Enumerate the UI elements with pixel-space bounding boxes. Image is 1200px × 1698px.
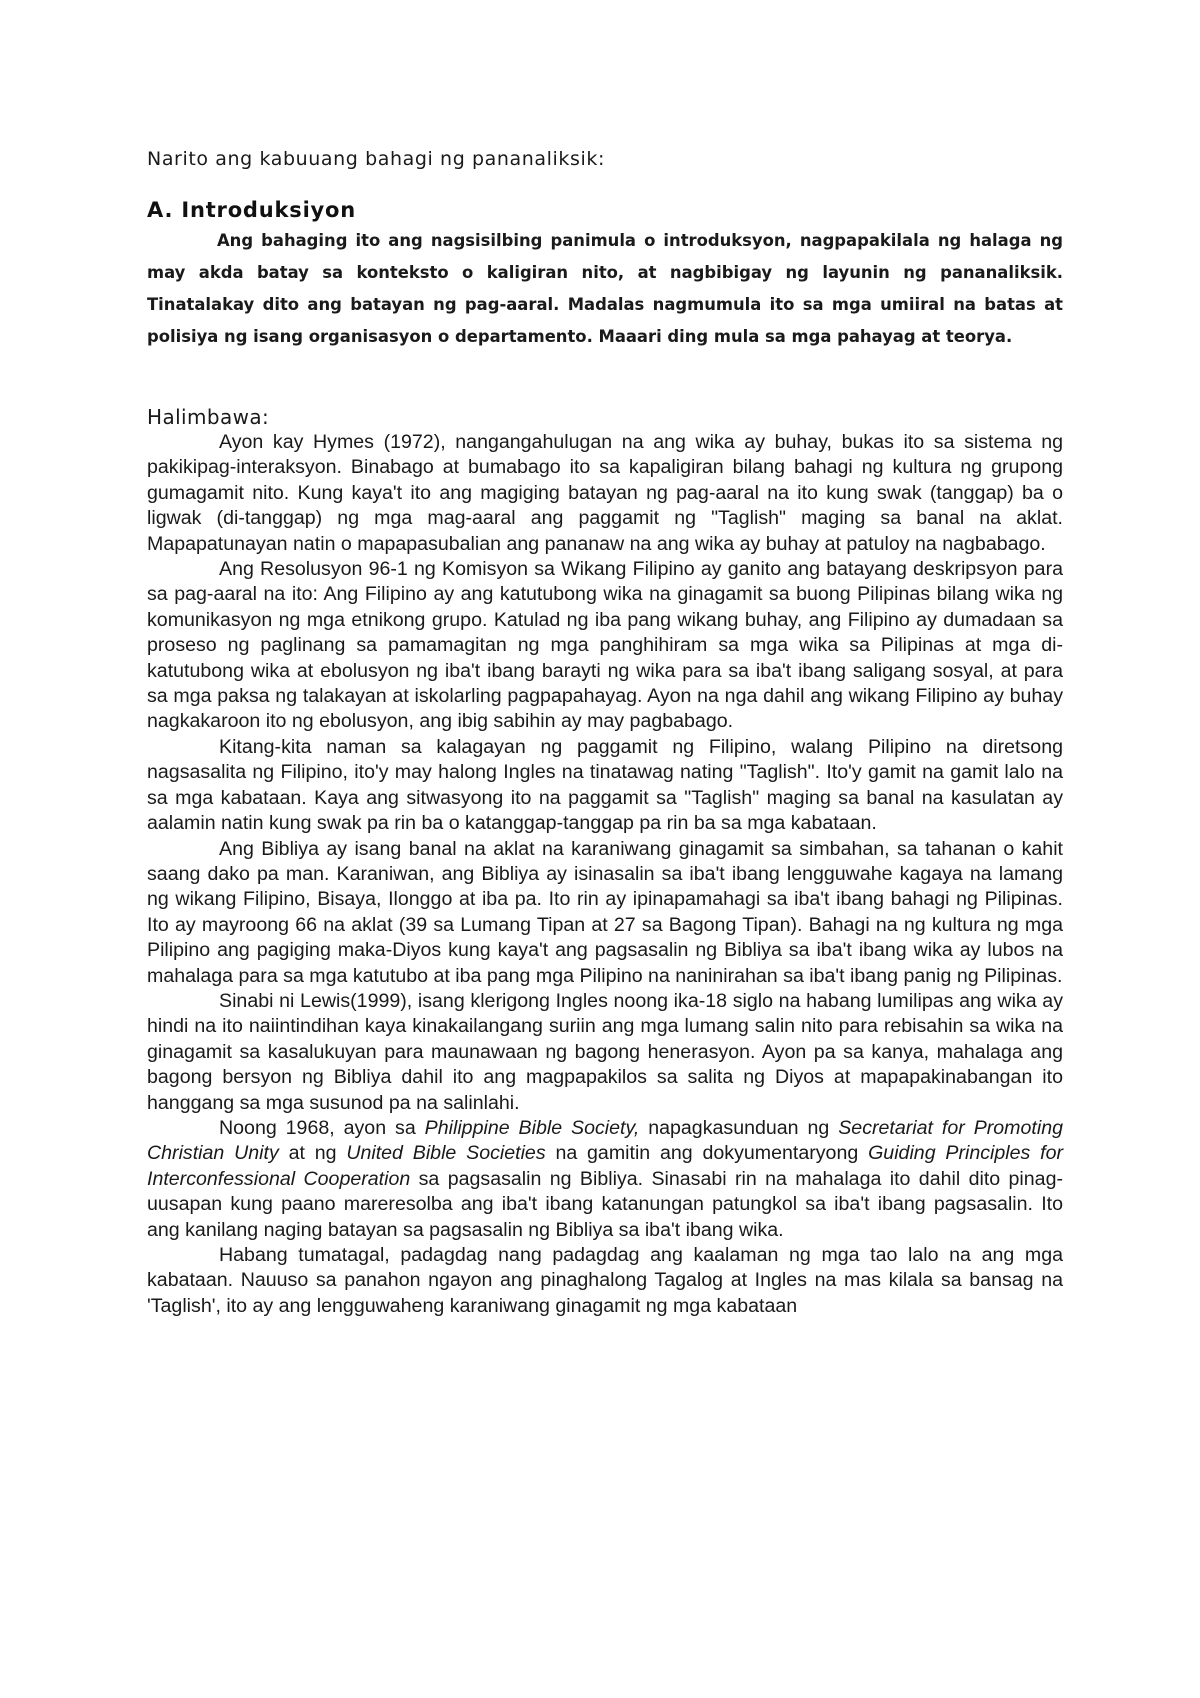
paragraph-bibliya: Ang Bibliya ay isang banal na aklat na karaniwang ginagamit sa simbahan, sa tahanan o kahit saang dako pa man. Karaniwan, ang Bibliya ay isinasalin sa iba't ibang lengguwahe kagaya na lamang ng wikang Filipino, Bisaya, Ilonggo at iba pa. Ito rin ay ipinapamahagi sa iba't ibang bahagi ng Pilipinas. Ito ay mayroong 66 na aklat (39 sa Lumang Tipan at 27 sa Bagong Tipan). Bahagi na ng kultura ng mga Pilipino ang pagiging maka-Diyos kung kaya't ang pagsasalin ng Bibliya sa iba't ibang wika ay lubos na mahalaga para sa mga katutubo at iba pang mga Pilipino na naninirahan sa iba't ibang panig ng Pilipinas. bbox=[147, 837, 1063, 987]
example-body bbox=[147, 430, 1063, 1319]
paragraph-lewis: Sinabi ni Lewis(1999), isang klerigong Ingles noong ika-18 siglo na habang lumilipas ang wika ay hindi na ito naiintindihan kaya kinakailangang suriin ang mga lumang salin nito para rebisahin sa wika na ginagamit sa kasalukuyan para maunawaan ng bagong henerasyon. Ayon pa sa kanya, mahalaga ang bagong bersyon ng Bibliya dahil ito ang magpapakilos sa salita ng Diyos at mapapakinabangan ito hanggang sa mga susunod pa na salinlahi. bbox=[147, 989, 1063, 1114]
p6-text-1: Noong 1968, ayon sa bbox=[219, 1116, 425, 1139]
p6-text-2: napagkasunduan ng bbox=[639, 1116, 839, 1139]
p6-text-4: na gamitin ang dokyumentaryong bbox=[545, 1142, 869, 1165]
p6-italic-4: Guiding Principles for Interconfessional Cooperation bbox=[147, 1142, 1064, 1190]
paragraph-kitang-kita: Kitang-kita naman sa kalagayan ng paggamit ng Filipino, walang Pilipino na diretsong nagsasalita ng Filipino, ito'y may halong Ingles na tinatawag nating "Taglish". Ito'y gamit na gamit lalo na sa mga kabataan. Kaya ang sitwasyong ito na paggamit sa "Taglish" maging sa banal na kasulatan ay aalamin natin kung swak pa rin ba o katanggap-tanggap pa rin ba sa mga kabataan. bbox=[147, 735, 1063, 835]
example-label: Halimbawa: bbox=[147, 405, 270, 429]
paragraph-hymes: Ayon kay Hymes (1972), nangangahulugan na ang wika ay buhay, bukas ito sa sistema ng pakikipag-interaksyon. Binabago at bumabago ito sa kapaligiran bilang bahagi ng kultura ng grupong gumagamit nito. Kung kaya't ito ang magiging batayan ng pag-aaral na ito kung swak (tanggap) ba o ligwak (di-tanggap) ng mga mag-aaral ang paggamit ng "Taglish" maging sa banal na aklat. Mapapatunayan natin o mapapasubalian ang pananaw na ang wika ay buhay at patuloy na nagbabago. bbox=[147, 431, 1063, 555]
p6-italic-2: Secretariat for Promoting Christian Unity bbox=[147, 1116, 1063, 1165]
intro-line: Narito ang kabuuang bahagi ng pananaliksik: bbox=[147, 148, 606, 170]
p6-italic-1: Philippine Bible Society, bbox=[424, 1116, 640, 1139]
section-heading: A. Introduksiyon bbox=[147, 198, 357, 222]
paragraph-habang-tumatagal: Habang tumatagal, padagdag nang padagdag ang kaalaman ng mga tao lalo na ang mga kabataan. Nauuso sa panahon ngayon ang pinaghalong Tagalog at Ingles na mas kilala sa bansag na 'Taglish', ito ay ang lengguwaheng karaniwang ginagamit ng mga kabataan bbox=[147, 1244, 1063, 1317]
intro-paragraph: Ang bahaging ito ang nagsisilbing panimula o introduksyon, nagpapakilala ng halaga ng may akda batay sa konteksto o kaligiran nito, at nagbibigay ng layunin ng pananaliksik. Tinatalakay dito ang batayan ng pag-aaral. Madalas nagmumula ito sa mga umiiral na batas at polisiya ng isang organisasyon o departamento. Maaari ding mula sa mga pahayag at teorya. bbox=[147, 231, 1063, 346]
p6-text-5: sa pagsasalin ng Bibliya. Sinasabi rin na mahalaga ito dahil dito pinag- uusapan kung paano mareresolba ang iba't ibang katanungan patungkol sa iba't ibang pagsasalin. Ito ang kanilang naging batayan sa pagsasalin ng Bibliya sa iba't ibang wika. bbox=[147, 1167, 1063, 1241]
p6-italic-3: United Bible Societies bbox=[346, 1142, 546, 1165]
paragraph-noong-1968 bbox=[147, 1116, 1063, 1243]
paragraph-resolusyon: Ang Resolusyon 96-1 ng Komisyon sa Wikang Filipino ay ganito ang batayang deskripsyon para sa pag-aaral na ito: Ang Filipino ay ang katutubong wika na ginagamit sa buong Pilipinas bilang wika ng komunikasyon ng mga etnikong grupo. Katulad ng iba pang wikang buhay, ang Filipino ay dumadaan sa proseso ng paglinang sa pamamagitan ng mga panghihiram sa mga wika sa Pilipinas at mga di-katutubong wika at ebolusyon ng iba't ibang barayti ng wika para sa iba't ibang saligang sosyal, at para sa mga paksa ng talakayan at iskolarling pagpapahayag. Ayon na nga dahil ang wikang Filipino ay buhay nagkakaroon ito ng ebolusyon, ang ibig sabihin ay may pagbabago. bbox=[147, 558, 1063, 733]
p6-text-3: at ng bbox=[278, 1142, 347, 1165]
